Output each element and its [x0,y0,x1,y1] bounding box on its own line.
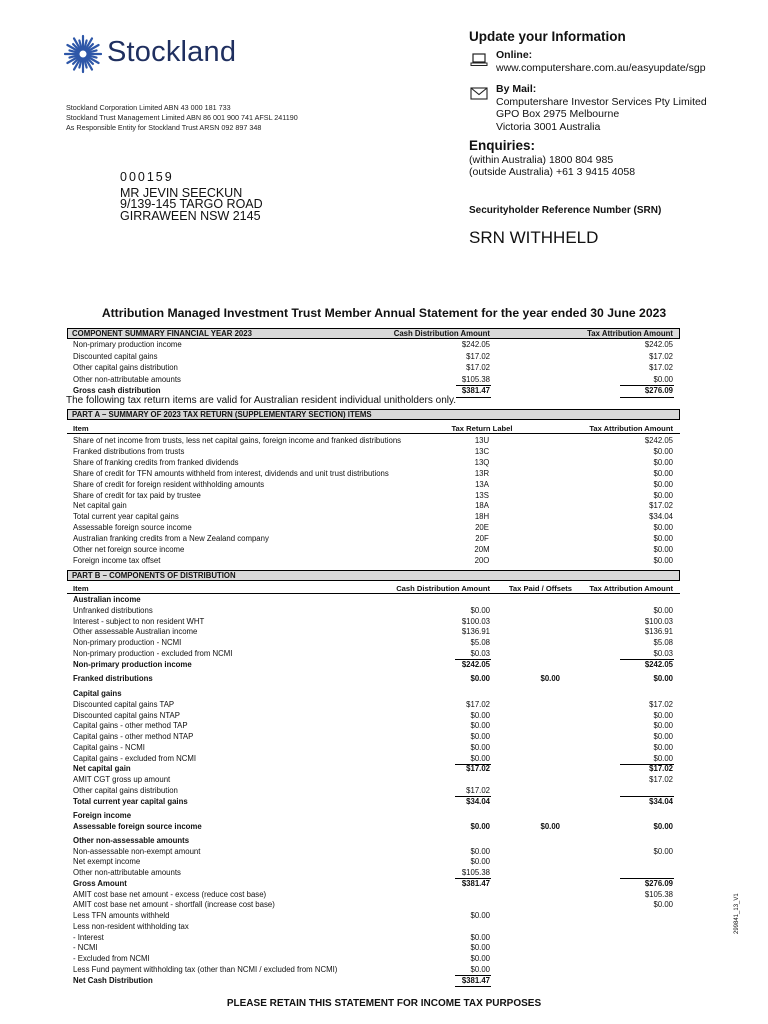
row-label: Share of franking credits from franked dividends [73,457,239,467]
entity-details [66,103,298,133]
tax-amount: $0.00 [653,732,673,741]
cash-amount: $17.02 [466,785,490,795]
tax-amount: $0.00 [653,674,673,684]
part-b-col-tax: Tax Attribution Amount [589,584,673,593]
part-b-row [67,857,680,868]
cash-amount: $242.05 [461,340,490,349]
tax-paid-amount: $0.00 [540,674,560,684]
tax-amount: $0.00 [653,468,673,478]
part-a-row [67,458,680,469]
row-label: Capital gains [73,689,122,698]
cash-amount: $242.05 [461,659,490,669]
row-label: Discounted capital gains [73,351,158,361]
part-b-row [67,900,680,911]
tax-amount: $34.04 [649,796,673,806]
row-label: AMIT CGT gross up amount [73,775,171,784]
part-b-row [67,764,680,775]
tax-amount: $0.00 [653,490,673,500]
tax-amount: $0.00 [653,374,673,384]
row-label: AMIT cost base net amount - excess (reduce cost base) [73,889,267,899]
part-b-col-cash: Cash Distribution Amount [396,584,490,593]
part-a-heading [67,409,680,420]
part-b-row [67,627,680,638]
part-b-row [67,811,680,822]
tax-amount: $0.00 [653,545,673,554]
summary-row [67,352,680,363]
part-b-row [67,700,680,711]
cash-amount: $0.03 [470,648,490,658]
summary-total-underline [456,397,491,398]
row-label: Gross Amount [73,878,127,888]
tax-amount: $5.08 [653,638,673,647]
tax-amount: $17.02 [649,764,673,774]
stockland-logo [64,30,264,78]
mail-line: Victoria 3001 Australia [496,120,601,133]
row-label: Australian income [73,595,141,604]
part-b-row [67,711,680,722]
enquiries-title: Enquiries: [469,138,536,153]
phone-outside-australia: (outside Australia) +61 3 9415 4058 [469,166,636,179]
tax-amount: $242.05 [644,659,673,669]
tax-return-label: 13R [474,468,490,478]
part-b-row [67,836,680,847]
total-underline [455,986,491,987]
update-info-title: Update your Information [469,29,626,44]
tax-amount: $136.91 [644,627,673,637]
tax-amount: $0.00 [653,710,673,720]
tax-return-label: 13C [474,446,490,456]
tax-amount: $276.09 [644,878,673,888]
tax-amount: $242.05 [644,436,673,445]
cash-amount: $0.00 [470,674,490,684]
cash-amount: $0.00 [470,954,490,963]
part-b-row [67,786,680,797]
tax-amount: $17.02 [649,351,673,361]
part-b-row [67,775,680,786]
cash-amount: $0.00 [470,710,490,720]
row-label: Franked distributions [73,674,153,684]
part-b-row [67,649,680,660]
summary-heading-text: COMPONENT SUMMARY FINANCIAL YEAR 2023 [72,329,252,338]
sunburst-logo-icon [64,30,102,78]
part-a-row [67,545,680,556]
summary-heading [67,328,680,339]
address-line: GIRRAWEEN NSW 2145 [120,208,261,223]
row-label: Foreign income [73,811,132,821]
part-a-row [67,447,680,458]
part-b-row [67,911,680,922]
row-label: Capital gains - excluded from NCMI [73,753,197,763]
mail-label: By Mail: [496,83,537,95]
row-label: Assessable foreign source income [73,523,192,533]
tax-amount: $0.00 [653,846,673,856]
summary-row [67,375,680,386]
row-label: Other net foreign source income [73,545,185,554]
tax-return-label: 18H [474,512,490,522]
addressee-block [120,172,263,222]
cash-amount: $105.38 [461,868,490,877]
tax-amount: $0.00 [653,479,673,489]
subtotal-rule [620,878,674,879]
part-a-row [67,512,680,523]
part-a-row [67,556,680,567]
row-label: Share of credit for tax paid by trustee [73,490,201,500]
cash-amount: $17.02 [466,699,490,709]
part-b-row [67,689,680,700]
row-label: Other capital gains distribution [73,363,178,373]
summary-total-rule [620,385,674,386]
row-label: - Interest [73,932,104,942]
part-b-row [67,721,680,732]
tax-amount: $0.00 [653,555,673,565]
row-label: Unfranked distributions [73,605,153,615]
tax-amount: $0.00 [653,753,673,763]
cash-amount: $0.00 [470,943,490,953]
row-label: Non-primary production - excluded from NCMI [73,648,233,658]
part-b-column-headers [67,584,680,594]
part-b-row [67,943,680,954]
tax-return-label: 18A [475,501,489,511]
subtotal-rule [620,659,674,660]
part-b-row [67,954,680,965]
part-b-row [67,879,680,890]
part-b-row [67,976,680,987]
part-b-row [67,822,680,833]
cash-amount: $381.47 [461,386,490,396]
part-a-row [67,523,680,534]
mail-line: Computershare Investor Services Pty Limited [496,96,707,108]
online-label: Online: [496,49,533,61]
tax-amount: $105.38 [644,889,673,899]
part-b-row [67,660,680,671]
part-a-column-headers [67,424,680,434]
row-label: Non-primary production income [73,659,192,669]
subtotal-rule [620,764,674,765]
row-label: Net capital gain [73,501,127,511]
part-b-col-item: Item [73,584,89,593]
tax-return-label: 20F [475,534,489,544]
cash-amount: $17.02 [466,363,490,373]
tax-amount: $0.00 [653,900,673,910]
row-label: Gross cash distribution [73,386,161,396]
row-label: Other assessable Australian income [73,627,198,637]
row-label: Foreign income tax offset [73,555,161,565]
row-label: - Excluded from NCMI [73,954,150,963]
tax-amount: $17.02 [649,699,673,709]
summary-total-underline [620,397,674,398]
summary-total-rule [456,385,491,386]
tax-amount: $17.02 [649,363,673,373]
holder-number: 000159 [120,170,174,184]
tax-amount: $242.05 [644,340,673,349]
summary-row [67,363,680,374]
part-b-col-paid: Tax Paid / Offsets [508,584,572,593]
row-label: Other capital gains distribution [73,785,178,795]
holder-name: MR JEVIN SEECKUN [120,185,243,200]
row-label: Franked distributions from trusts [73,446,185,456]
summary-row [67,340,680,351]
tax-amount: $0.03 [653,648,673,658]
residency-note: The following tax return items are valid for Australian resident individual unitholders only. [66,395,457,406]
tax-amount: $0.00 [653,446,673,456]
computer-icon [470,53,488,67]
tax-amount: $0.00 [653,822,673,831]
row-label: Discounted capital gains TAP [73,699,175,709]
srn-label: Securityholder Reference Number (SRN) [469,205,662,216]
address-line: 9/139-145 TARGO ROAD [120,197,263,211]
row-label: Other non-assessable amounts [73,835,190,845]
row-label: Non-primary production income [73,340,182,349]
tax-return-label: 13A [475,479,489,489]
row-label: Assessable foreign source income [73,822,202,831]
row-label: Other non-attributable amounts [73,374,181,384]
brand-name: Stockland [107,36,237,68]
subtotal-rule [455,659,491,660]
online-url[interactable]: www.computershare.com.au/easyupdate/sgp [496,62,706,74]
cash-amount: $0.00 [470,822,490,831]
tax-amount: $17.02 [649,775,673,784]
cash-amount: $0.00 [470,964,490,974]
summary-col-cash: Cash Distribution Amount [393,329,490,338]
summary-col-tax: Tax Attribution Amount [587,329,673,338]
row-label: Total current year capital gains [73,512,179,522]
tax-return-label: 13Q [474,457,490,467]
row-label: Less TFN amounts withheld [73,911,170,920]
document-code: 299841_13_V1 [734,893,740,934]
part-b-row [67,965,680,976]
tax-return-label: 13S [475,490,489,500]
entity-line: Stockland Corporation Limited ABN 43 000 181 733 [66,103,231,112]
part-a-row [67,469,680,480]
tax-amount: $276.09 [644,386,673,396]
tax-amount: $0.00 [653,457,673,467]
subtotal-rule [455,764,491,765]
cash-amount: $381.47 [461,878,490,888]
row-label: Net capital gain [73,764,131,774]
part-a-row [67,534,680,545]
part-b-row [67,847,680,858]
row-label: Other non-attributable amounts [73,868,181,877]
part-b-row [67,732,680,743]
tax-amount: $0.00 [653,534,673,544]
part-b-row [67,674,680,685]
phone-within-australia: (within Australia) 1800 804 985 [469,154,614,166]
tax-amount: $0.00 [653,605,673,615]
row-label: Share of net income from trusts, less net capital gains, foreign income and franked distributions [73,436,402,445]
row-label: - NCMI [73,943,98,953]
entity-line: Stockland Trust Management Limited ABN 86 001 900 741 AFSL 241190 [66,113,298,122]
tax-amount: $0.00 [653,721,673,731]
part-b-row [67,922,680,933]
enquiries-phones [469,154,635,179]
row-label: Capital gains - other method TAP [73,721,188,731]
row-label: Less non-resident withholding tax [73,921,189,931]
subtotal-rule [455,878,491,879]
tax-return-label: 20M [474,545,490,554]
part-a-col-item: Item [73,424,89,433]
row-label: Capital gains - NCMI [73,742,145,752]
tax-amount: $17.02 [649,501,673,511]
cash-amount: $0.00 [470,932,490,942]
part-b-row [67,890,680,901]
row-label: Share of credit for foreign resident withholding amounts [73,479,265,489]
tax-return-label: 20O [474,555,490,565]
statement-title: Attribution Managed Investment Trust Member Annual Statement for the year ended 30 June 2023 [101,306,667,320]
cash-amount: $381.47 [461,975,490,985]
subtotal-rule [455,975,491,976]
cash-amount: $0.00 [470,753,490,763]
mail-address [496,96,707,133]
cash-amount: $5.08 [470,638,490,647]
row-label: AMIT cost base net amount - shortfall (increase cost base) [73,900,275,910]
cash-amount: $0.00 [470,732,490,741]
tax-amount: $100.03 [644,616,673,626]
cash-amount: $100.03 [461,616,490,626]
row-label: Non-primary production - NCMI [73,638,182,647]
row-label: Less Fund payment withholding tax (other than NCMI / excluded from NCMI) [73,964,338,974]
part-b-row [67,868,680,879]
cash-amount: $17.02 [466,764,490,774]
mail-line: GPO Box 2975 Melbourne [496,108,620,121]
part-a-col-tax: Tax Attribution Amount [589,424,673,433]
part-a-row [67,480,680,491]
row-label: Discounted capital gains NTAP [73,710,180,720]
part-b-row [67,606,680,617]
row-label: Total current year capital gains [73,796,188,806]
part-b-heading [67,570,680,581]
part-b-row [67,933,680,944]
part-a-row [67,436,680,447]
part-a-row [67,501,680,512]
row-label: Net Cash Distribution [73,975,153,985]
row-label: Non-assessable non-exempt amount [73,846,201,856]
part-b-row [67,754,680,765]
part-b-row [67,743,680,754]
part-a-heading-text: PART A – SUMMARY OF 2023 TAX RETURN (SUPPLEMENTARY SECTION) ITEMS [72,410,372,419]
cash-amount: $0.00 [470,857,490,867]
part-b-row [67,638,680,649]
entity-line: As Responsible Entity for Stockland Trust ARSN 092 897 348 [66,123,262,132]
cash-amount: $0.00 [470,846,490,856]
part-b-row [67,797,680,808]
tax-paid-amount: $0.00 [540,822,560,831]
row-label: Net exempt income [73,857,141,867]
tax-amount: $0.00 [653,742,673,752]
srn-value: SRN WITHHELD [469,228,599,247]
part-b-heading-text: PART B – COMPONENTS OF DISTRIBUTION [72,571,236,580]
cash-amount: $136.91 [461,627,490,637]
part-b-row [67,595,680,606]
subtotal-rule [455,796,491,797]
row-label: Australian franking credits from a New Zealand company [73,534,269,544]
cash-amount: $0.00 [470,605,490,615]
cash-amount: $0.00 [470,911,490,920]
part-b-row [67,617,680,628]
tax-return-label: 20E [475,523,489,533]
retain-statement-footer: PLEASE RETAIN THIS STATEMENT FOR INCOME TAX PURPOSES [226,998,542,1009]
row-label: Interest - subject to non resident WHT [73,616,205,626]
subtotal-rule [620,796,674,797]
mail-envelope-icon [470,87,488,101]
cash-amount: $105.38 [461,374,490,384]
cash-amount: $0.00 [470,721,490,731]
cash-amount: $0.00 [470,742,490,752]
row-label: Capital gains - other method NTAP [73,732,194,741]
part-a-col-label: Tax Return Label [451,424,513,433]
tax-return-label: 13U [474,436,490,445]
part-a-row [67,491,680,502]
cash-amount: $34.04 [466,796,490,806]
tax-amount: $0.00 [653,523,673,533]
cash-amount: $17.02 [466,351,490,361]
tax-amount: $34.04 [649,512,673,522]
row-label: Share of credit for TFN amounts withheld from interest, dividends and unit trust distributions [73,468,389,478]
